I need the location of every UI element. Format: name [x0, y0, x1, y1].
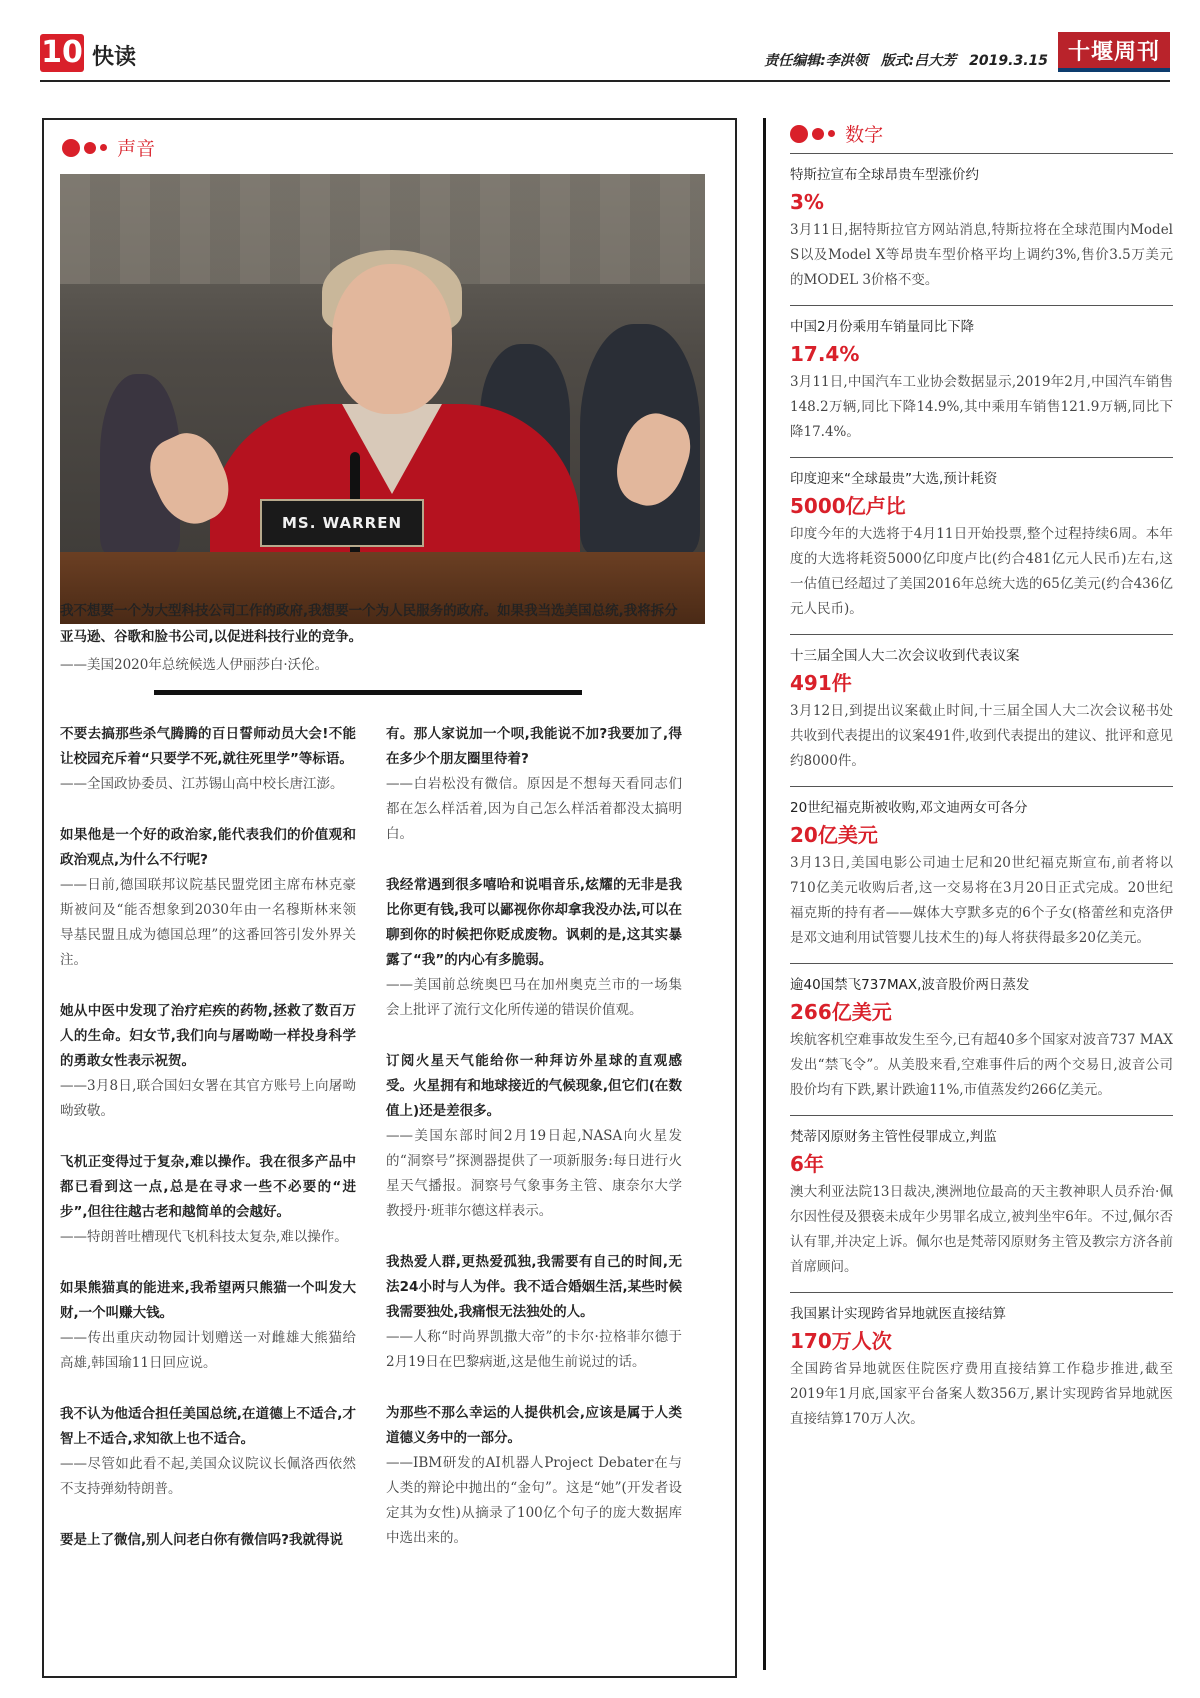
section-title: 快读	[92, 45, 137, 70]
quote-source: ——日前,德国联邦议院基民盟党团主席布林克豪斯被问及“能否想象到2030年由一名穆斯林来领导基民盟且成为德国总理”的这番回答引发外界关注。	[60, 877, 356, 968]
quote-item	[386, 1401, 682, 1551]
numbers-column	[790, 118, 1173, 1444]
numbers-heading	[790, 118, 1173, 154]
photo-nameplate: MS. WARREN	[260, 499, 424, 547]
quote-source: ——人称“时尚界凯撒大帝”的卡尔·拉格菲尔德于2月19日在巴黎病逝,这是他生前说过的话。	[386, 1329, 682, 1370]
masthead-logo: 十堰周刊	[1058, 32, 1170, 72]
quote-source: ——美国前总统奥巴马在加州奥克兰市的一场集会上批评了流行文化所传递的错误价值观。	[386, 977, 682, 1018]
quote-text: 我热爱人群,更热爱孤独,我需要有自己的时间,无法24小时与人为伴。我不适合婚姻生活,某些时候我需要独处,我痛恨无法独处的人。	[386, 1254, 682, 1320]
number-body: 全国跨省异地就医住院医疗费用直接结算工作稳步推进,截至2019年1月底,国家平台备案人数356万,累计实现跨省异地就医直接结算170万人次。	[790, 1361, 1173, 1427]
number-figure: 17.4%	[790, 342, 860, 366]
editor-name: 责任编辑:李洪领	[764, 53, 868, 69]
number-item	[790, 154, 1173, 306]
number-body: 3月11日,据特斯拉官方网站消息,特斯拉将在全球范围内Model S以及Model X等昂贵车型价格平均上调约3%,售价3.5万美元的MODEL 3价格不变。	[790, 222, 1173, 288]
number-item	[790, 306, 1173, 458]
quote-item	[60, 1150, 356, 1250]
quote-text: 订阅火星天气能给你一种拜访外星球的直观感受。火星拥有和地球接近的气候现象,但它们(在数值上)还是差很多。	[386, 1053, 682, 1119]
quote-item	[60, 823, 356, 973]
header-rule	[40, 80, 1170, 82]
number-figure: 491件	[790, 671, 852, 695]
quote-text: 飞机正变得过于复杂,难以操作。我在很多产品中都已看到这一点,总是在寻求一些不必要的“进步”,但往往越古老和越简单的会越好。	[60, 1154, 356, 1220]
quote-item	[60, 1402, 356, 1502]
numbers-label: 数字	[845, 124, 884, 146]
divider-bar	[154, 690, 582, 695]
quote-text: 如果他是一个好的政治家,能代表我们的价值观和政治观点,为什么不行呢?	[60, 827, 356, 868]
quote-text: 如果熊猫真的能进来,我希望两只熊猫一个叫发大财,一个叫赚大钱。	[60, 1280, 356, 1321]
number-headline: 中国2月份乘用车销量同比下降	[790, 319, 975, 335]
quote-source: ——美国东部时间2月19日起,NASA向火星发的“洞察号”探测器提供了一项新服务:每日进行火星天气播报。洞察号气象事务主管、康奈尔大学教授丹·班菲尔德这样表示。	[386, 1128, 682, 1219]
number-headline: 梵蒂冈原财务主管性侵罪成立,判监	[790, 1129, 997, 1145]
number-item	[790, 1293, 1173, 1444]
quote-source: ——IBM研发的AI机器人Project Debater在与人类的辩论中抛出的“金句”。这是“她”(开发者设定其为女性)从摘录了100亿个句子的庞大数据库中选出来的。	[386, 1455, 682, 1546]
number-figure: 170万人次	[790, 1329, 892, 1353]
number-item	[790, 635, 1173, 787]
feature-source: ——美国2020年总统候选人伊丽莎白·沃伦。	[60, 657, 329, 673]
quote-source: ——全国政协委员、江苏锡山高中校长唐江澎。	[60, 776, 344, 792]
quote-source: ——尽管如此看不起,美国众议院议长佩洛西依然不支持弹劾特朗普。	[60, 1456, 356, 1497]
number-body: 3月13日,美国电影公司迪士尼和20世纪福克斯宣布,前者将以710亿美元收购后者,这一交易将在3月20日正式完成。20世纪福克斯的持有者——媒体大亨默多克的6个子女(格蕾丝和克洛伊是邓文迪利用试管婴儿技术生的)每人将获得最多20亿美元。	[790, 855, 1173, 946]
number-body: 印度今年的大选将于4月11日开始投票,整个过程持续6周。本年度的大选将耗资5000亿印度卢比(约合481亿元人民币)左右,这一估值已经超过了美国2016年总统大选的65亿美元(约合436亿元人民币)。	[790, 526, 1173, 617]
number-item	[790, 1116, 1173, 1293]
red-dots-icon	[790, 125, 835, 143]
number-figure: 20亿美元	[790, 823, 878, 847]
quote-item	[386, 1250, 682, 1375]
quote-item	[386, 722, 682, 847]
number-body: 澳大利亚法院13日裁决,澳洲地位最高的天主教神职人员乔治·佩尔因性侵及猥亵未成年少男罪名成立,被判坐牢6年。不过,佩尔否认有罪,并决定上诉。佩尔也是梵蒂冈原财务主管及教宗方济各前首席顾问。	[790, 1184, 1173, 1275]
number-headline: 20世纪福克斯被收购,邓文迪两女可各分	[790, 800, 1028, 816]
quote-text: 她从中医中发现了治疗疟疾的药物,拯救了数百万人的生命。妇女节,我们向与屠呦呦一样投身科学的勇敢女性表示祝贺。	[60, 1003, 356, 1069]
quote-text: 不要去搞那些杀气腾腾的百日誓师动员大会!不能让校园充斥着“只要学不死,就往死里学”等标语。	[60, 726, 356, 767]
number-figure: 266亿美元	[790, 1000, 892, 1024]
quote-text: 我经常遇到很多嘻哈和说唱音乐,炫耀的无非是我比你更有钱,我可以鄙视你你却拿我没办法,可以在聊到你的时候把你贬成废物。讽刺的是,这其实暴露了“我”的内心有多脆弱。	[386, 877, 682, 968]
quote-source: ——白岩松没有微信。原因是不想每天看同志们都在怎么样活着,因为自己怎么样活着都没太搞明白。	[386, 776, 682, 842]
quote-item	[60, 722, 356, 797]
quote-item	[60, 1276, 356, 1376]
number-body: 3月12日,到提出议案截止时间,十三届全国人大二次会议秘书处共收到代表提出的议案491件,收到代表提出的建议、批评和意见约8000件。	[790, 703, 1173, 769]
quote-item	[60, 1528, 356, 1553]
voices-heading	[62, 134, 155, 161]
quote-text: 我不认为他适合担任美国总统,在道德上不适合,才智上不适合,求知欲上也不适合。	[60, 1406, 356, 1447]
layout-credit: 版式:吕大芳	[880, 53, 957, 69]
feature-quote: 我不想要一个为大型科技公司工作的政府,我想要一个为人民服务的政府。如果我当选美国总统,我将拆分亚马逊、谷歌和脸书公司,以促进科技行业的竞争。	[60, 603, 678, 645]
quote-text: 有。那人家说加一个呗,我能说不加?我要加了,得在多少个朋友圈里待着?	[386, 726, 682, 767]
quotes-column-2	[386, 722, 682, 1577]
number-body: 埃航客机空难事故发生至今,已有超40多个国家对波音737 MAX发出“禁飞令”。从美股来看,空难事件后的两个交易日,波音公司股价均有下跌,累计跌逾11%,市值蒸发约266亿美元。	[790, 1032, 1173, 1098]
quote-item	[386, 1049, 682, 1224]
number-body: 3月11日,中国汽车工业协会数据显示,2019年2月,中国汽车销售148.2万辆,同比下降14.9%,其中乘用车销售121.9万辆,同比下降17.4%。	[790, 374, 1173, 440]
editor-credits	[756, 50, 1048, 70]
number-headline: 我国累计实现跨省异地就医直接结算	[790, 1306, 1006, 1322]
voices-label: 声音	[117, 138, 156, 160]
number-headline: 逾40国禁飞737MAX,波音股价两日蒸发	[790, 977, 1030, 993]
page-number: 10	[41, 35, 83, 70]
quote-item	[386, 873, 682, 1023]
number-headline: 特斯拉宣布全球昂贵车型涨价约	[790, 167, 979, 183]
voices-panel	[42, 118, 737, 1678]
number-item	[790, 458, 1173, 635]
number-item	[790, 787, 1173, 964]
number-headline: 十三届全国人大二次会议收到代表议案	[790, 648, 1020, 664]
number-figure: 5000亿卢比	[790, 494, 906, 518]
number-figure: 3%	[790, 190, 824, 214]
warren-photo	[60, 174, 705, 624]
page-header	[40, 28, 1170, 80]
number-item	[790, 964, 1173, 1116]
red-dots-icon	[62, 139, 107, 157]
issue-date: 2019.3.15	[969, 53, 1048, 69]
quote-source: ——传出重庆动物园计划赠送一对雌雄大熊猫给高雄,韩国瑜11日回应说。	[60, 1330, 356, 1371]
number-figure: 6年	[790, 1152, 824, 1176]
number-headline: 印度迎来“全球最贵”大选,预计耗资	[790, 471, 998, 487]
quote-source: ——3月8日,联合国妇女署在其官方账号上向屠呦呦致敬。	[60, 1078, 356, 1119]
quotes-column-1	[60, 722, 356, 1579]
quote-item	[60, 999, 356, 1124]
column-divider	[763, 118, 766, 1670]
quote-source: ——特朗普吐槽现代飞机科技太复杂,难以操作。	[60, 1229, 348, 1245]
quote-text: 要是上了微信,别人问老白你有微信吗?我就得说	[60, 1532, 343, 1548]
quote-text: 为那些不那么幸运的人提供机会,应该是属于人类道德义务中的一部分。	[386, 1405, 682, 1446]
